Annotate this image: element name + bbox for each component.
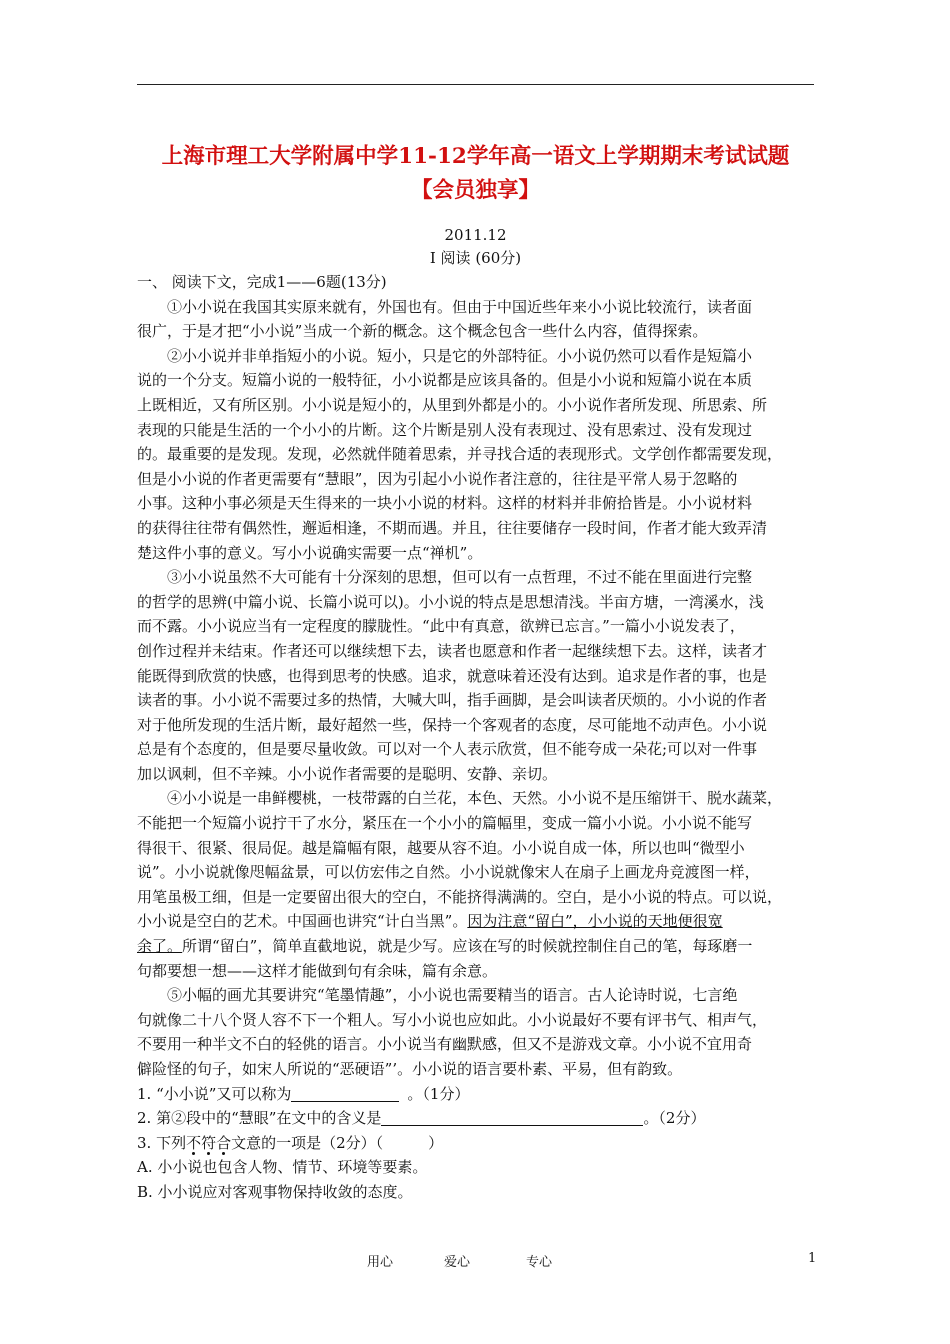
underlined-text: 余了。 — [137, 937, 183, 956]
passage-line — [137, 1032, 817, 1057]
footer-word: 用心 — [367, 1255, 394, 1270]
line-text: 对于他所发现的生活片断，最好超然一些，保持一个客观者的态度，尽可能地不动声色。小小说 — [137, 715, 768, 734]
line-text: 上既相近，又有所区别。小小说是短小的，从里到外都是小的。小小说作者所发现、所思索、所 — [137, 395, 768, 414]
line-text: ③小小说虽然不大可能有十分深刻的思想，但可以有一点哲理，不过不能在里面进行完整 — [167, 568, 753, 587]
line-text: 一、 阅读下文，完成1——6题(13分) — [137, 273, 387, 291]
passage-line — [137, 295, 817, 320]
passage-line — [137, 688, 817, 713]
question-1 — [137, 1082, 817, 1107]
line-text: 说”。小小说就像咫幅盆景，可以仿宏伟之自然。小小说就像宋人在扇子上画龙舟竞渡图一样， — [137, 863, 760, 882]
line-text: 很广，于是才把“小小说”当成一个新的概念。这个概念包含一些什么内容，值得探索。 — [137, 322, 708, 341]
question-2-text: 2. 第②段中的“慧眼”在文中的含义是 — [137, 1109, 382, 1128]
passage-line — [137, 1008, 817, 1033]
line-text: 僻险怪的句子，如宋人所说的“恶硬语”’。小小说的语言要朴素、平易，但有韵致。 — [137, 1060, 683, 1078]
passage-line — [137, 885, 817, 910]
line-text: ②小小说并非单指短小的小说。短小，只是它的外部特征。小小说仍然可以看作是短篇小 — [167, 346, 753, 365]
passage-line — [137, 418, 817, 443]
question-2 — [137, 1106, 817, 1131]
underlined-text: 因为注意“留白”，小小说的天地便很宽 — [467, 912, 723, 931]
question-1-tail: 。（1分） — [407, 1084, 470, 1103]
passage-line — [137, 762, 817, 787]
passage-line — [137, 713, 817, 738]
passage-line — [137, 909, 817, 934]
line-text: 小事。这种小事必须是天生得来的一块小小说的材料。这样的材料并非俯拾皆是。小小说材料 — [137, 494, 753, 513]
line-text: 的哲学的思辨(中篇小说、长篇小说可以)。小小说的特点是思想清浅。半亩方塘，一湾溪水，浅 — [137, 592, 764, 611]
reading-passage — [137, 270, 817, 1205]
dotted-char: 合 — [216, 1133, 232, 1152]
passage-line — [137, 811, 817, 836]
footer-word: 爱心 — [444, 1255, 471, 1270]
line-text: 加以讽刺，但不辛辣。小小说作者需要的是聪明、安静、亲切。 — [137, 764, 558, 783]
line-text: 说的一个分支。短篇小说的一般特征，小小说都是应该具备的。但是小小说和短篇小说在本质 — [137, 371, 753, 390]
exam-date: 2011.12 — [444, 226, 507, 244]
line-text: 不能把一个短篇小说拧干了水分，紧压在一个小小的篇幅里，变成一篇小小说。小小说不能写 — [137, 814, 753, 833]
line-text: 所谓“留白”，简单直截地说，就是少写。应该在写的时候就控制住自己的笔，每琢磨一 — [182, 937, 753, 956]
question-3-tail: 文意的一项是（2分）（ ） — [231, 1133, 444, 1152]
line-text: 的获得往往带有偶然性，邂逅相逢，不期而遇。并且，往往要储存一段时间，作者才能大致弄清 — [137, 518, 768, 537]
line-text: 但是小小说的作者更需要有“慧眼”，因为引起小小说作者注意的，往往是平常人易于忽略的 — [137, 469, 738, 488]
line-text: ①小小说在我国其实原来就有，外国也有。但由于中国近些年来小小说比较流行，读者面 — [167, 297, 753, 316]
passage-line — [137, 516, 817, 541]
dotted-char: 符 — [201, 1133, 217, 1152]
passage-line — [137, 639, 817, 664]
line-text: 能既得到欣赏的快感，也得到思考的快感。追求，就意味着还没有达到。追求是作者的事，也是 — [137, 666, 768, 685]
question-3-text: 3. 下列 — [137, 1133, 187, 1152]
header-rule — [137, 84, 814, 85]
line-text: 的。最重要的是发现。发现，必然就伴随着思索，并寻找合适的表现形式。文学创作都需要发现， — [137, 445, 783, 464]
line-text: 用笔虽极工细，但是一定要留出很大的空白，不能挤得满满的。空白，是小小说的特点。可以说， — [137, 887, 783, 906]
answer-blank-2[interactable] — [381, 1109, 643, 1126]
passage-line — [137, 368, 817, 393]
question-3 — [137, 1131, 817, 1156]
dotted-char: 不 — [186, 1133, 202, 1152]
passage-line — [137, 860, 817, 885]
passage-line — [137, 1057, 817, 1082]
passage-line — [137, 467, 817, 492]
line-text: 得很干、很紧、很局促。越是篇幅有限，越要从容不迫。小小说自成一体，所以也叫“微型小 — [137, 838, 745, 857]
line-text: 不要用一种半文不白的轻佻的语言。小小说当有幽默感，但又不是游戏文章。小小说不宜用奇 — [137, 1035, 753, 1054]
document-title: 上海市理工大学附属中学11-12学年高一语文上学期期末考试试题 — [161, 144, 790, 169]
passage-line — [137, 344, 817, 369]
passage-line — [137, 614, 817, 639]
passage-line — [137, 983, 817, 1008]
line-text: ⑤小幅的画尤其要讲究“笔墨情趣”，小小说也需要精当的语言。古人论诗时说，七言绝 — [167, 986, 738, 1005]
question-1-text: 1. “小小说”又可以称为 — [137, 1084, 292, 1103]
page-number: 1 — [808, 1251, 817, 1266]
option-a: A. 小小说也包含人物、情节、环境等要素。 — [137, 1158, 428, 1177]
line-text: 读者的事。小小说不需要过多的热情，大喊大叫，指手画脚，是会叫读者厌烦的。小小说的作者 — [137, 691, 768, 710]
line-text: 句就像二十八个贤人容不下一个粗人。写小小说也应如此。小小说最好不要有评书气、相声气， — [137, 1010, 768, 1029]
option-b: B. 小小说应对客观事物保持收敛的态度。 — [137, 1182, 413, 1201]
passage-line — [137, 934, 817, 959]
passage-body — [137, 270, 817, 1082]
line-text: 而不露。小小说应当有一定程度的朦胧性。“此中有真意，欲辨已忘言。”一篇小小说发表了， — [137, 617, 745, 636]
passage-line — [137, 959, 817, 984]
question-2-tail: 。（2分） — [643, 1109, 706, 1128]
passage-line — [137, 442, 817, 467]
passage-line — [137, 393, 817, 418]
answer-blank-1[interactable] — [291, 1085, 399, 1102]
line-text: ④小小说是一串鲜樱桃，一枝带露的白兰花，本色、天然。小小说不是压缩饼干、脱水蔬菜， — [167, 789, 783, 808]
passage-line — [137, 786, 817, 811]
line-text: 楚这件小事的意义。写小小说确实需要一点“禅机”。 — [137, 543, 483, 562]
passage-line — [137, 270, 817, 295]
document-subtitle: 【会员独享】 — [410, 178, 540, 203]
passage-line — [137, 491, 817, 516]
line-text: 表现的只能是生活的一个小小的片断。这个片断是别人没有表现过、没有思索过、没有发现过 — [137, 420, 753, 439]
passage-line — [137, 590, 817, 615]
passage-line — [137, 836, 817, 861]
footer-word: 专心 — [526, 1255, 553, 1270]
passage-line — [137, 541, 817, 566]
line-text: 创作过程并未结束。作者还可以继续想下去，读者也愿意和作者一起继续想下去。这样，读者才 — [137, 641, 768, 660]
passage-line — [137, 737, 817, 762]
passage-line — [137, 565, 817, 590]
line-text: 句都要想一想——这样才能做到句有余味，篇有余意。 — [137, 961, 498, 980]
passage-line — [137, 319, 817, 344]
line-text: 总是有个态度的，但是要尽量收敛。可以对一个人表示欣赏，但不能夸成一朵花;可以对一件事 — [137, 740, 758, 759]
line-text: 小小说是空白的艺术。中国画也讲究“计白当黑”。 — [137, 912, 468, 931]
section-heading: I 阅读 (60分) — [429, 249, 522, 267]
passage-line — [137, 664, 817, 689]
emphasis-dotted — [186, 1134, 231, 1152]
